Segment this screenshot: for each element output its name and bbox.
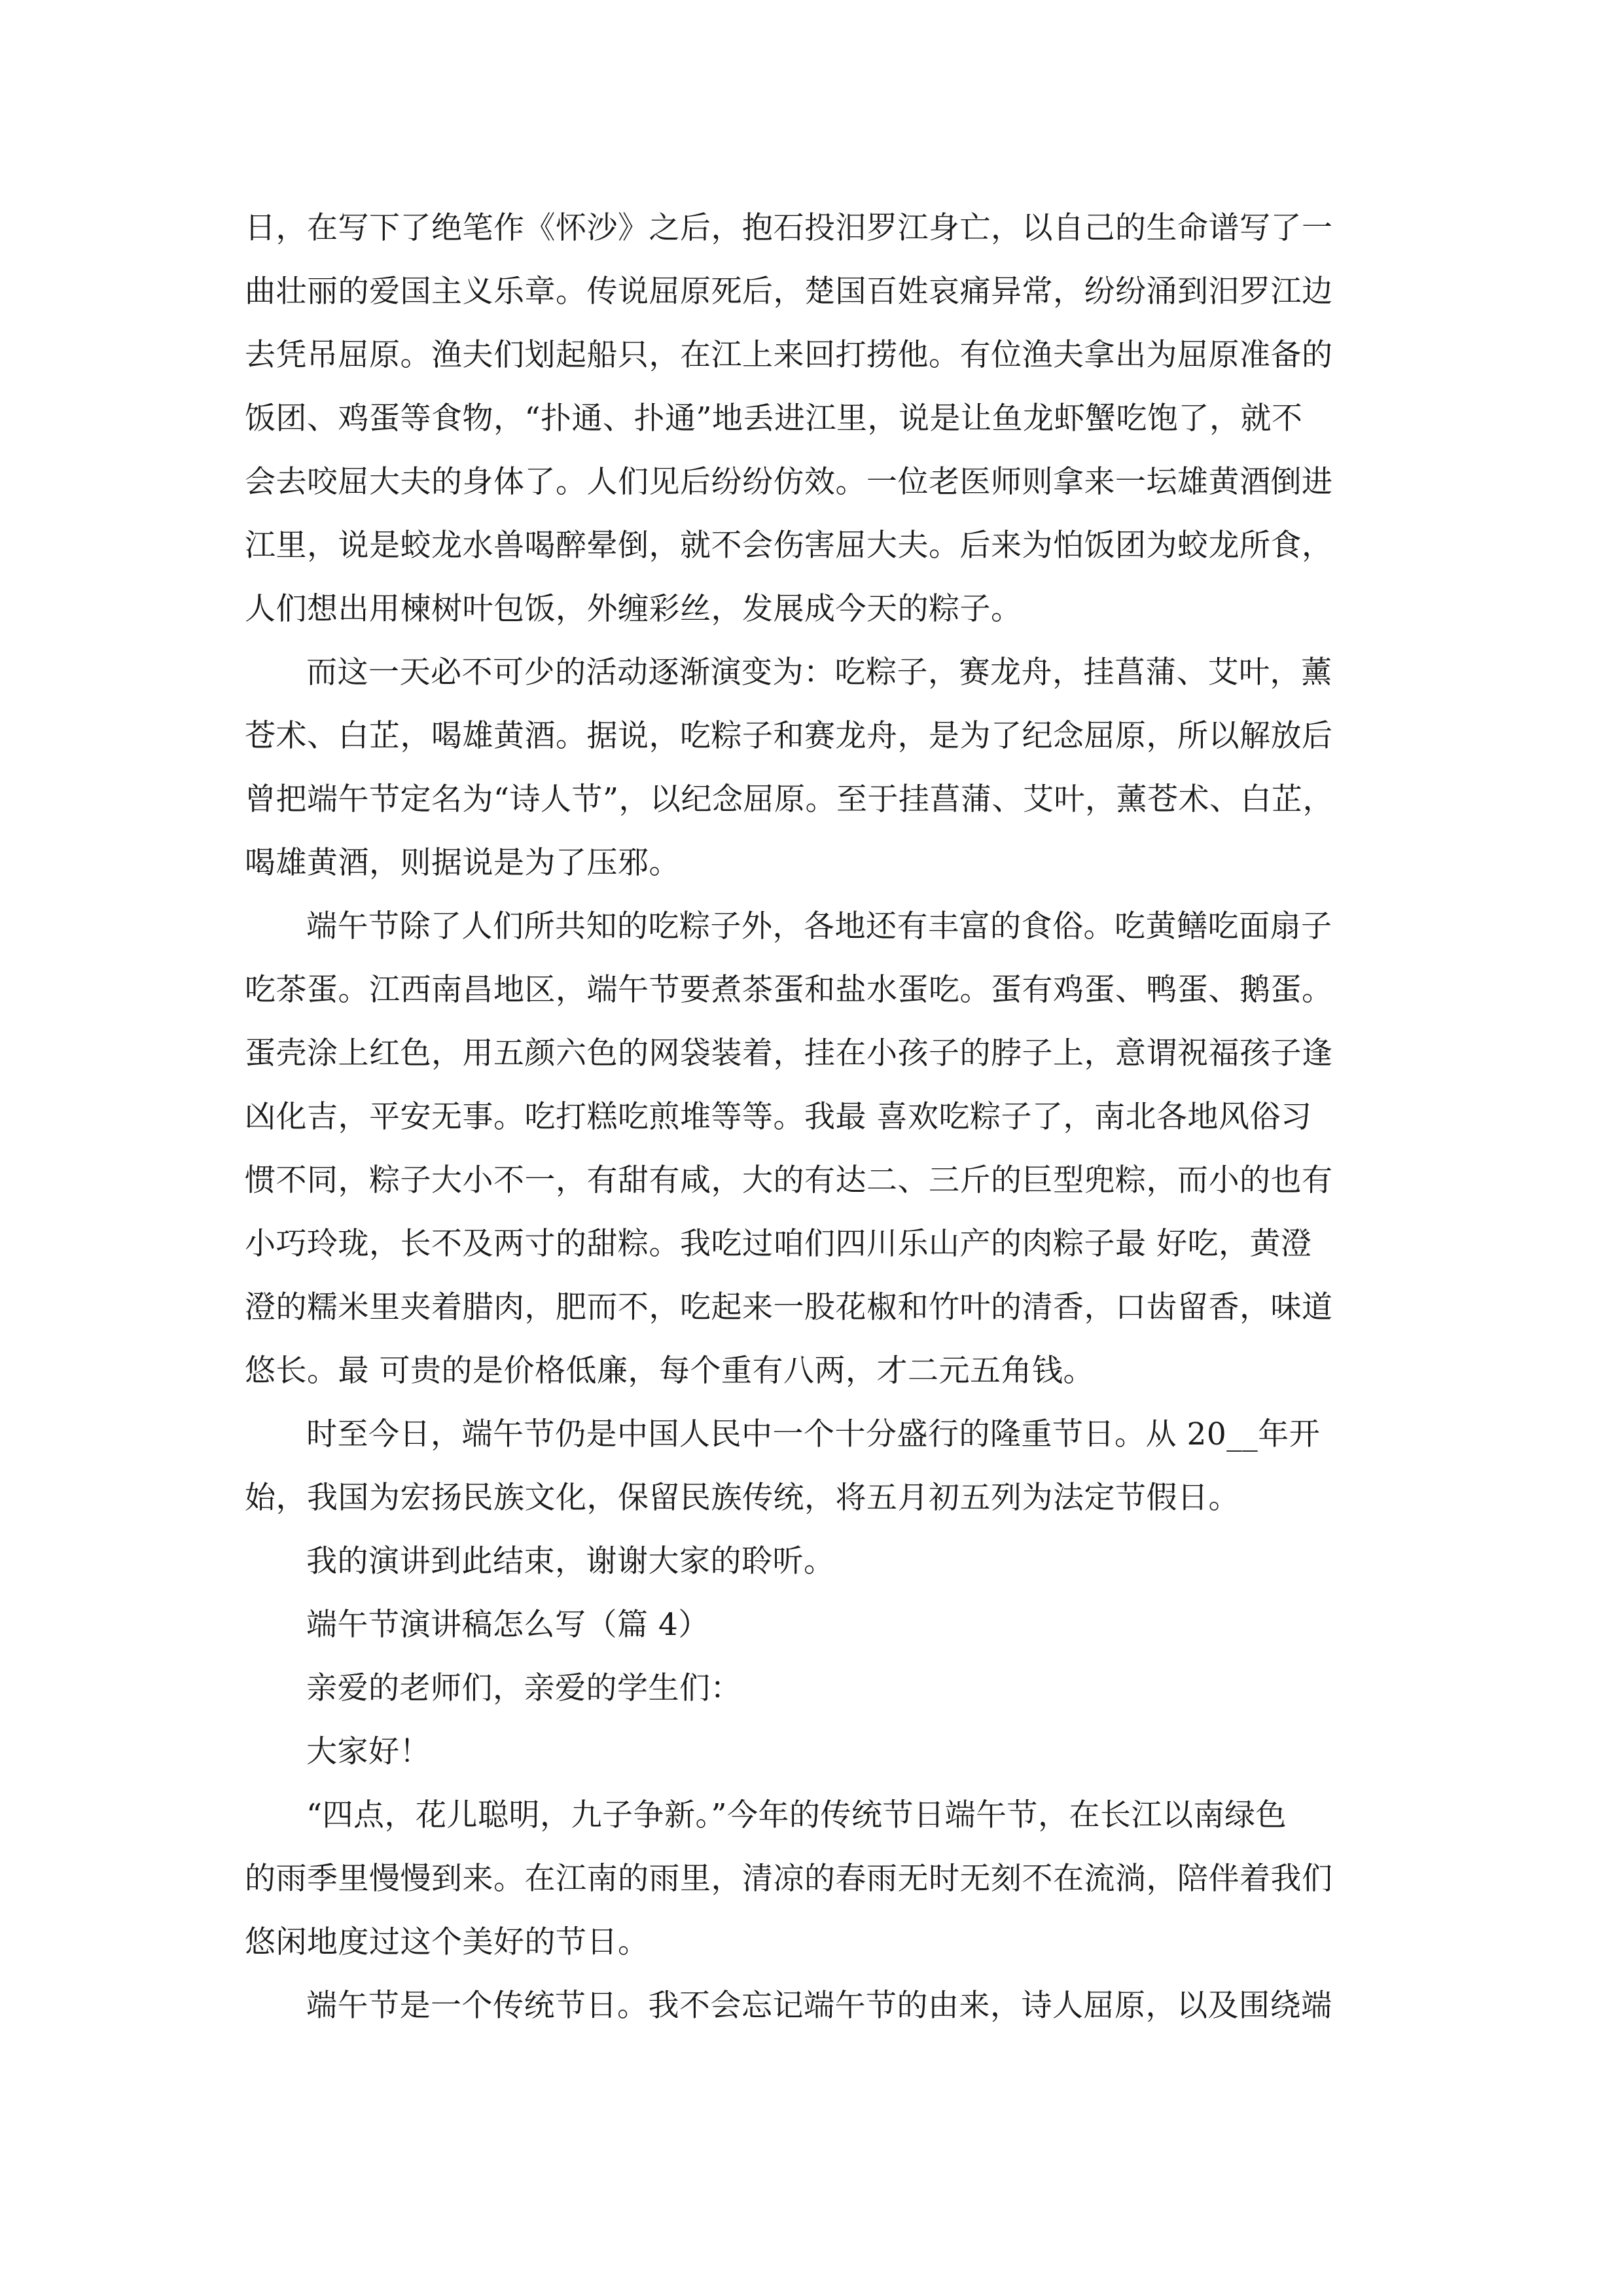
text-line: 凶化吉，平安无事。吃打糕吃煎堆等等。我最 喜欢吃粽子了，南北各地风俗习 [245,1099,1312,1135]
text-line: 澄的糯米里夹着腊肉，肥而不，吃起来一股花椒和竹叶的清香，口齿留香，味道 [245,1289,1333,1325]
text-line: 而这一天必不可少的活动逐渐演变为：吃粽子，赛龙舟，挂菖蒲、艾叶，薰 [306,655,1332,691]
text-line: 吃茶蛋。江西南昌地区，端午节要煮茶蛋和盐水蛋吃。蛋有鸡蛋、鸭蛋、鹅蛋。 [245,972,1333,1008]
text-line: 喝雄黄酒，则据说是为了压邪。 [245,845,680,881]
text-line: 江里，说是蛟龙水兽喝醉晕倒，就不会伤害屈大夫。后来为怕饭团为蛟龙所食， [245,528,1333,564]
text-line: 端午节是一个传统节日。我不会忘记端午节的由来，诗人屈原，以及围绕端 [306,1988,1332,2024]
text-line: 饭团、鸡蛋等食物，“扑通、扑通”地丢进江里，说是让鱼龙虾蟹吃饱了，就不 [245,401,1303,437]
text-line: 惯不同，粽子大小不一，有甜有咸，大的有达二、三斤的巨型兜粽，而小的也有 [245,1162,1333,1198]
text-line: 端午节演讲稿怎么写（篇 4） [306,1607,709,1643]
text-line: 曾把端午节定名为“诗人节”，以纪念屈原。至于挂菖蒲、艾叶，薰苍术、白芷， [245,781,1334,817]
text-line: 蛋壳涂上红色，用五颜六色的网袋装着，挂在小孩子的脖子上，意谓祝福孩子逢 [245,1035,1333,1071]
text-line: 日，在写下了绝笔作《怀沙》之后，抱石投汨罗江身亡，以自己的生命谱写了一 [245,210,1333,246]
text-line: 苍术、白芷，喝雄黄酒。据说，吃粽子和赛龙舟，是为了纪念屈原，所以解放后 [245,718,1333,754]
text-line: 时至今日，端午节仍是中国人民中一个十分盛行的隆重节日。从 20__年开 [306,1416,1321,1452]
text-line: 会去咬屈大夫的身体了。人们见后纷纷仿效。一位老医师则拿来一坛雄黄酒倒进 [245,464,1333,500]
text-line: 的雨季里慢慢到来。在江南的雨里，清凉的春雨无时无刻不在流淌，陪伴着我们 [245,1861,1333,1897]
text-line: 小巧玲珑，长不及两寸的甜粽。我吃过咱们四川乐山产的肉粽子最 好吃，黄澄 [245,1226,1312,1262]
text-line: 大家好！ [306,1734,431,1770]
text-line: “四点，花儿聪明，九子争新。”今年的传统节日端午节，在长江以南绿色 [306,1797,1287,1833]
text-line: 端午节除了人们所共知的吃粽子外，各地还有丰富的食俗。吃黄鳝吃面扇子 [306,908,1332,944]
text-line: 我的演讲到此结束，谢谢大家的聆听。 [306,1543,835,1579]
text-line: 曲壮丽的爱国主义乐章。传说屈原死后，楚国百姓哀痛异常，纷纷涌到汨罗江边 [245,274,1333,310]
text-line: 悠闲地度过这个美好的节日。 [245,1924,649,1960]
text-line: 悠长。最 可贵的是价格低廉，每个重有八两，才二元五角钱。 [245,1353,1094,1389]
text-line: 亲爱的老师们，亲爱的学生们： [306,1670,741,1706]
text-line: 去凭吊屈原。渔夫们划起船只，在江上来回打捞他。有位渔夫拿出为屈原准备的 [245,337,1333,373]
text-line: 始，我国为宏扬民族文化，保留民族传统，将五月初五列为法定节假日。 [245,1480,1240,1516]
text-line: 人们想出用楝树叶包饭，外缠彩丝，发展成今天的粽子。 [245,591,1022,627]
document-body [245,196,1377,2037]
